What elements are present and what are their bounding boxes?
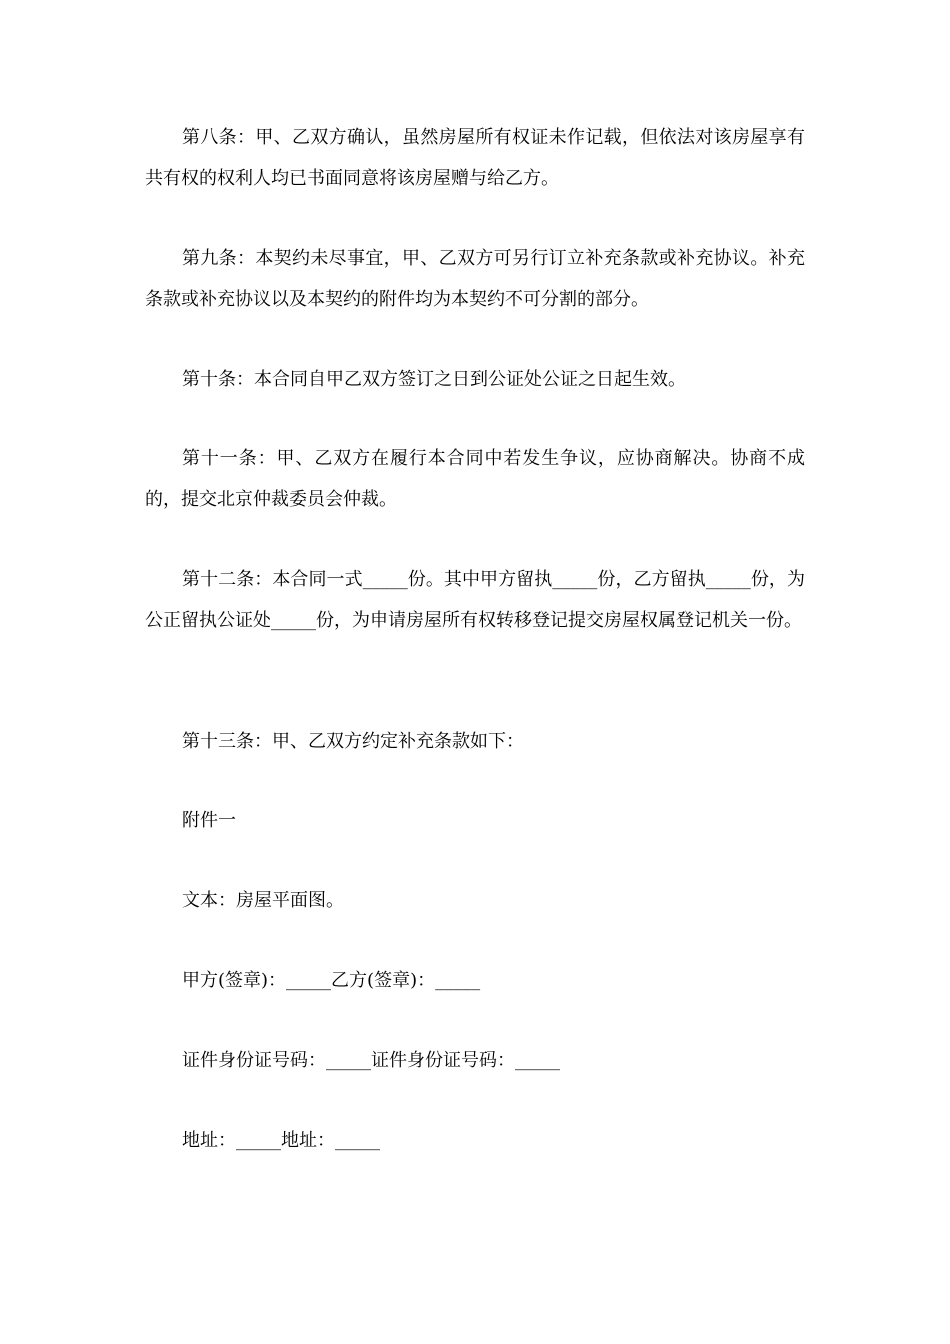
attachment-text-line: 文本：房屋平面图。 xyxy=(182,890,344,911)
signature-line: 甲方(签章)：_____乙方(签章)：_____ xyxy=(182,970,481,991)
clause-13-paragraph: 第十三条：甲、乙双方约定补充条款如下： xyxy=(182,731,524,752)
clause-8-paragraph: 第八条：甲、乙双方确认，虽然房屋所有权证未作记载，但依法对该房屋享有共有权的权利人均已书面同意将该房屋赠与给乙方。 xyxy=(145,127,805,189)
clause-10-paragraph: 第十条：本合同自甲乙双方签订之日到公证处公证之日起生效。 xyxy=(182,369,686,390)
clause-12-paragraph: 第十二条：本合同一式_____份。其中甲方留执_____份，乙方留执_____份，为公正留执公证处_____份，为申请房屋所有权转移登记提交房屋权属登记机关一份。 xyxy=(145,569,805,631)
id-number-line: 证件身份证号码：_____证件身份证号码：_____ xyxy=(182,1050,560,1071)
clause-9-paragraph: 第九条：本契约未尽事宜，甲、乙双方可另行订立补充条款或补充协议。补充条款或补充协议以及本契约的附件均为本契约不可分割的部分。 xyxy=(145,248,805,310)
attachment-heading: 附件一 xyxy=(182,810,236,831)
address-line: 地址：_____地址：_____ xyxy=(182,1130,380,1151)
clause-11-paragraph: 第十一条：甲、乙双方在履行本合同中若发生争议，应协商解决。协商不成的，提交北京仲裁委员会仲裁。 xyxy=(145,448,805,510)
